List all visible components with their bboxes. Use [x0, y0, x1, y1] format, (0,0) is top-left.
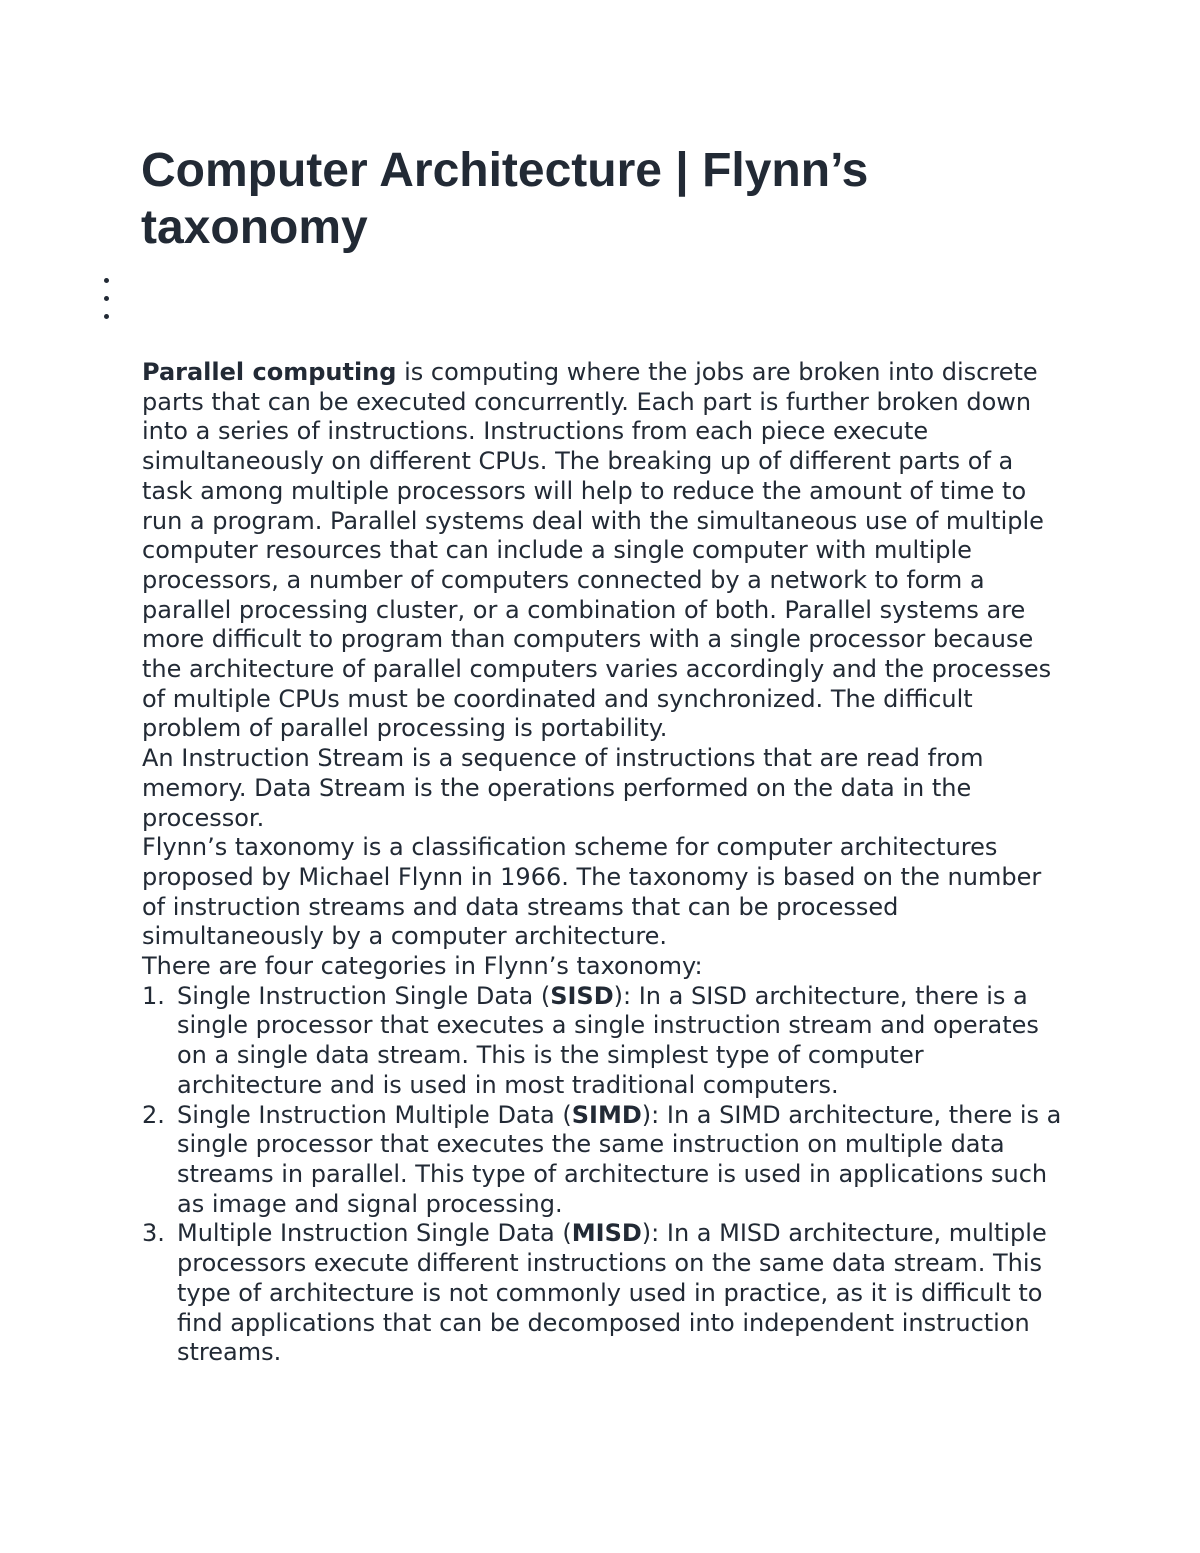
list-item — [142, 1101, 1067, 1220]
categories-list — [142, 982, 1067, 1368]
page-title: Computer Architecture | Flynn’s taxonomy — [141, 144, 869, 254]
intro-paragraph — [142, 358, 1067, 744]
intro-text: is computing where the jobs are broken into discrete parts that can be executed concurrently. Each part is further broken down into a series of instructions. Instructions from each piece execute simultaneously on different CPUs. The breaking up of different parts of a task among multiple processors will help to reduce the amount of time to run a program. Parallel systems deal with the simultaneous use of multiple computer resources that can include a single computer with multiple processors, a number of computers connected by a network to form a parallel processing cluster, or a combination of both. Parallel systems are more difficult to program than computers with a single processor because the architecture of parallel computers varies accordingly and the processes of multiple CPUs must be coordinated and synchronized. The difficult problem of parallel processing is portability. — [142, 358, 1052, 743]
list-item-number: 2. — [142, 1100, 165, 1129]
flynn-paragraph: Flynn’s taxonomy is a classification scheme for computer architectures proposed by Michael Flynn in 1966. The taxonomy is based on the number of instruction streams and data streams that can be processed simultaneously by a computer architecture. — [142, 833, 1042, 951]
list-item-number: 3. — [142, 1219, 165, 1248]
category-description: ): In a SISD architecture, there is a single processor that executes a single instruction stream and operates on a single data stream. This is the simplest type of computer architecture and is used in most traditional computers. — [177, 981, 1039, 1099]
vertical-ellipsis-icon — [104, 278, 112, 332]
list-item-number: 1. — [142, 981, 165, 1010]
categories-intro: There are four categories in Flynn’s taxonomy: — [142, 952, 703, 981]
list-item — [142, 982, 1067, 1101]
category-abbr: SIMD — [571, 1100, 642, 1129]
category-name: Multiple Instruction Single Data ( — [177, 1219, 572, 1248]
category-abbr: SISD — [550, 981, 614, 1010]
ellipsis-dot — [104, 296, 109, 301]
category-description: ): In a SIMD architecture, there is a single processor that executes the same instruction on multiple data streams in parallel. This type of architecture is used in applications such as image and signal processing. — [177, 1100, 1062, 1218]
intro-lead-term: Parallel computing — [142, 358, 397, 386]
category-description: ): In a MISD architecture, multiple processors execute different instructions on the same data stream. This type of architecture is not commonly used in practice, as it is difficult to find applications that can be decomposed into independent instruction streams. — [177, 1219, 1047, 1367]
streams-paragraph: An Instruction Stream is a sequence of instructions that are read from memory. Data Stream is the operations performed on the data in the processor. — [142, 744, 984, 832]
category-abbr: MISD — [571, 1219, 642, 1248]
ellipsis-dot — [104, 278, 109, 283]
category-name: Single Instruction Multiple Data ( — [177, 1100, 572, 1129]
ellipsis-dot — [104, 314, 109, 319]
list-item — [142, 1219, 1067, 1368]
category-name: Single Instruction Single Data ( — [177, 981, 551, 1010]
article-body — [142, 358, 1067, 1368]
